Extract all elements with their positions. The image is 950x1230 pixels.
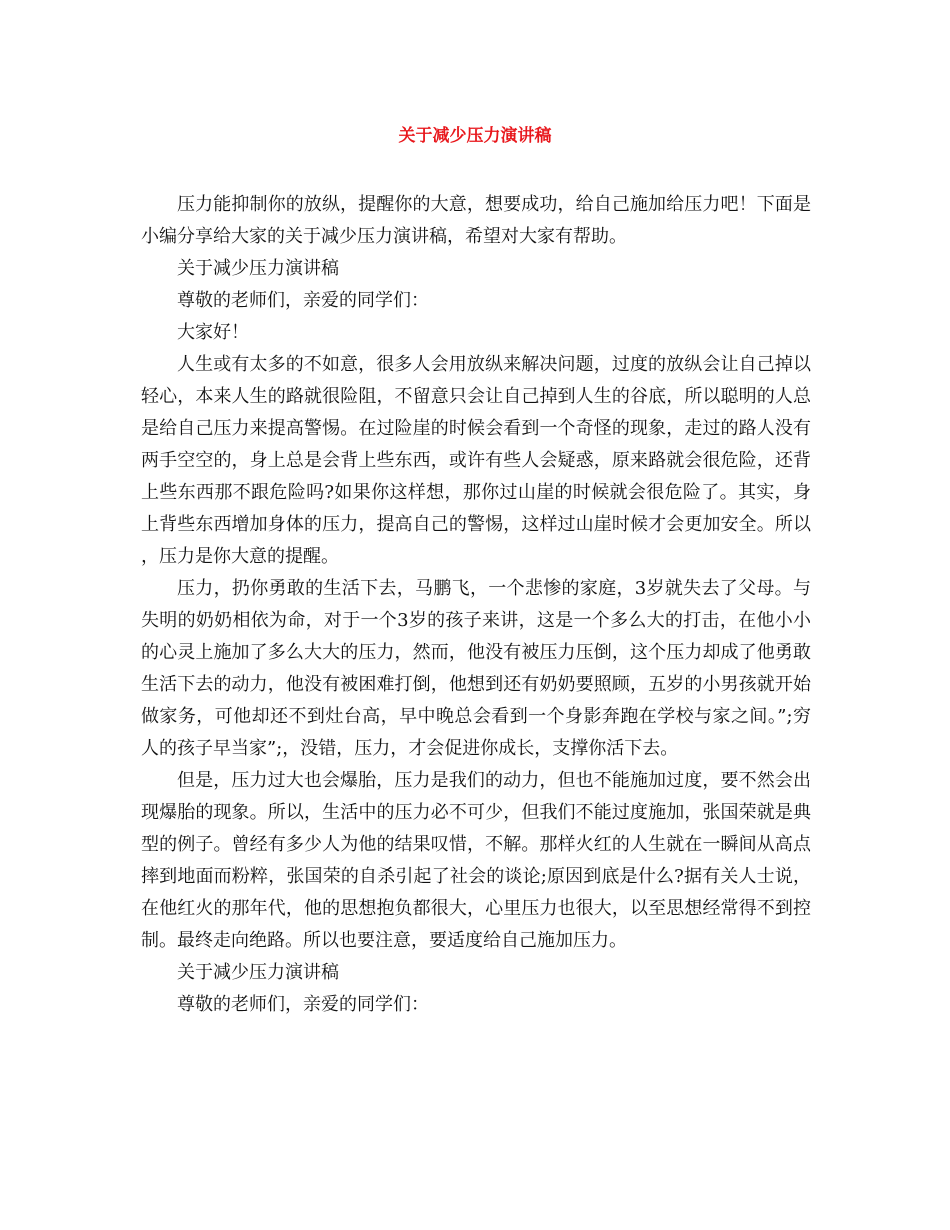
body-paragraph: 压力，扔你勇敢的生活下去，马鹏飞，一个悲惨的家庭，3岁就失去了父母。与失明的奶奶相依为命，对于一个3岁的孩子来讲，这是一个多么大的打击，在他小小的心灵上施加了多么大大的压力，然而，他没有被压力压倒，这个压力却成了他勇敢生活下去的动力，他没有被困难打倒，他想到还有奶奶要照顾，五岁的小男孩就开始做家务，可他却还不到灶台高，早中晚总会看到一个身影奔跑在学校与家之间。”;穷人的孩子早当家”;，没错，压力，才会促进你成长，支撑你活下去。 xyxy=(141,578,811,759)
body-paragraph: 人生或有太多的不如意，很多人会用放纵来解决问题，过度的放纵会让自己掉以轻心，本来人生的路就很险阻，不留意只会让自己掉到人生的谷底，所以聪明的人总是给自己压力来提高警惕。在过险崖的时候会看到一个奇怪的现象，走过的路人没有两手空空的，身上总是会背上些东西，或许有些人会疑惑，原来路就会很危险，还背上些东西那不跟危险吗?如果你这样想，那你过山崖的时候就会很危险了。其实，身上背些东西增加身体的压力，提高自己的警惕，这样过山崖时候才会更加安全。所以，压力是你大意的提醒。 xyxy=(141,354,811,567)
document-title: 关于减少压力演讲稿 xyxy=(398,126,552,146)
body-paragraph: 但是，压力过大也会爆胎，压力是我们的动力，但也不能施加过度，要不然会出现爆胎的现象。所以，生活中的压力必不可少，但我们不能过度施加，张国荣就是典型的例子。曾经有多少人为他的结果叹惜，不解。那样火红的人生就在一瞬间从高点摔到地面而粉粹，张国荣的自杀引起了社会的谈论;原因到底是什么?据有关人士说，在他红火的那年代，他的思想抱负都很大，心里压力也很大，以至思想经常得不到控制。最终走向绝路。所以也要注意，要适度给自己施加压力。 xyxy=(141,770,811,951)
document-body xyxy=(141,189,811,1021)
salutation: 尊敬的老师们，亲爱的同学们： xyxy=(177,290,429,311)
salutation: 尊敬的老师们，亲爱的同学们： xyxy=(177,994,429,1015)
greeting: 大家好！ xyxy=(177,322,249,343)
section-heading: 关于减少压力演讲稿 xyxy=(177,258,339,279)
section-heading: 关于减少压力演讲稿 xyxy=(177,962,339,983)
intro-paragraph: 压力能抑制你的放纵，提醒你的大意，想要成功，给自己施加给压力吧！下面是小编分享给大家的关于减少压力演讲稿，希望对大家有帮助。 xyxy=(141,194,811,247)
